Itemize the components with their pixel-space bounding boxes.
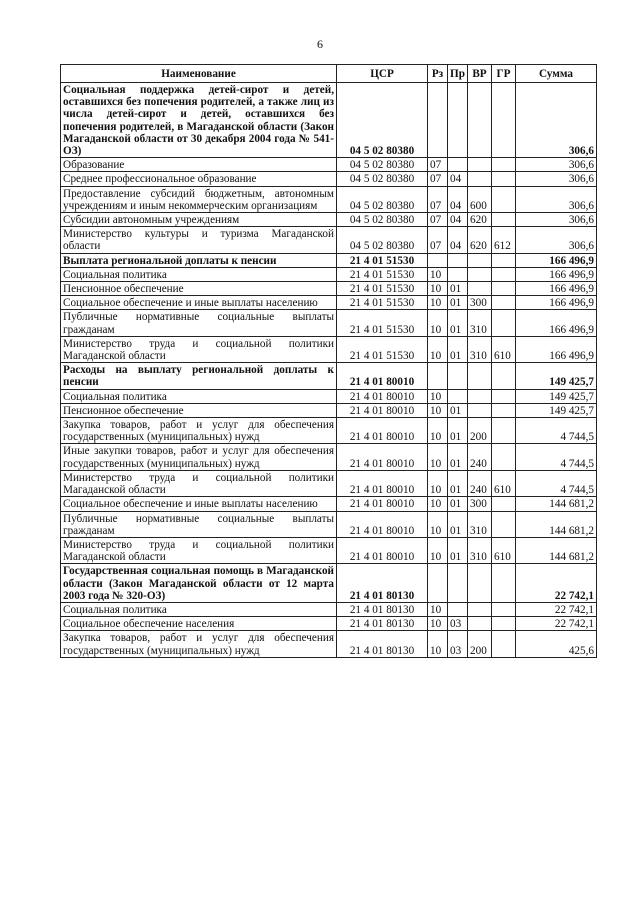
cell-pr: 01 xyxy=(448,403,468,417)
cell-sum: 144 681,2 xyxy=(516,497,597,511)
cell-name: Закупка товаров, работ и услуг для обеспечения государственных (муниципальных) нужд xyxy=(61,418,337,444)
cell-gr xyxy=(492,631,516,657)
cell-rz: 10 xyxy=(428,403,448,417)
cell-rz: 10 xyxy=(428,389,448,403)
cell-rz: 07 xyxy=(428,227,448,253)
cell-csr: 21 4 01 80010 xyxy=(337,511,428,537)
table-row xyxy=(61,617,597,631)
cell-gr xyxy=(492,363,516,389)
cell-rz: 10 xyxy=(428,336,448,362)
cell-rz: 10 xyxy=(428,470,448,496)
cell-csr: 21 4 01 51530 xyxy=(337,282,428,296)
cell-csr: 21 4 01 80010 xyxy=(337,444,428,470)
cell-sum: 149 425,7 xyxy=(516,389,597,403)
cell-csr: 04 5 02 80380 xyxy=(337,83,428,158)
cell-name: Публичные нормативные социальные выплаты гражданам xyxy=(61,511,337,537)
cell-sum: 22 742,1 xyxy=(516,564,597,603)
cell-sum: 166 496,9 xyxy=(516,267,597,281)
cell-pr: 01 xyxy=(448,310,468,336)
cell-vr: 200 xyxy=(468,631,492,657)
cell-csr: 21 4 01 51530 xyxy=(337,267,428,281)
cell-gr xyxy=(492,564,516,603)
cell-gr xyxy=(492,602,516,616)
cell-vr: 620 xyxy=(468,213,492,227)
cell-pr: 03 xyxy=(448,631,468,657)
cell-csr: 21 4 01 51530 xyxy=(337,296,428,310)
table-header-row xyxy=(61,65,597,83)
table-row xyxy=(61,267,597,281)
table-row xyxy=(61,186,597,212)
cell-pr xyxy=(448,267,468,281)
cell-rz: 10 xyxy=(428,497,448,511)
cell-vr xyxy=(468,564,492,603)
column-header-gr: ГР xyxy=(492,65,516,83)
cell-rz: 10 xyxy=(428,444,448,470)
cell-name: Образование xyxy=(61,158,337,172)
cell-rz xyxy=(428,253,448,267)
cell-csr: 21 4 01 51530 xyxy=(337,253,428,267)
cell-rz: 07 xyxy=(428,158,448,172)
cell-rz: 07 xyxy=(428,186,448,212)
cell-name: Социальная политика xyxy=(61,267,337,281)
cell-gr xyxy=(492,213,516,227)
cell-name: Социальная политика xyxy=(61,389,337,403)
cell-pr: 01 xyxy=(448,418,468,444)
cell-name: Предоставление субсидий бюджетным, автономным учреждениям и иным некоммерческим организациям xyxy=(61,186,337,212)
cell-vr: 310 xyxy=(468,511,492,537)
column-header-csr: ЦСР xyxy=(337,65,428,83)
cell-sum: 166 496,9 xyxy=(516,282,597,296)
cell-sum: 149 425,7 xyxy=(516,403,597,417)
cell-csr: 21 4 01 80010 xyxy=(337,389,428,403)
cell-rz: 10 xyxy=(428,631,448,657)
table-row xyxy=(61,227,597,253)
cell-name: Министерство труда и социальной политики Магаданской области xyxy=(61,537,337,563)
cell-pr: 01 xyxy=(448,511,468,537)
table-row xyxy=(61,253,597,267)
cell-pr xyxy=(448,363,468,389)
cell-vr xyxy=(468,602,492,616)
cell-sum: 144 681,2 xyxy=(516,537,597,563)
table-body xyxy=(61,83,597,658)
table-row xyxy=(61,631,597,657)
cell-name: Пенсионное обеспечение xyxy=(61,403,337,417)
table-row xyxy=(61,537,597,563)
cell-gr xyxy=(492,444,516,470)
cell-pr xyxy=(448,564,468,603)
cell-sum: 306,6 xyxy=(516,172,597,186)
cell-gr xyxy=(492,253,516,267)
cell-name: Иные закупки товаров, работ и услуг для обеспечения государственных (муниципальных) нужд xyxy=(61,444,337,470)
cell-pr: 04 xyxy=(448,213,468,227)
cell-vr xyxy=(468,282,492,296)
cell-pr: 01 xyxy=(448,296,468,310)
cell-pr: 01 xyxy=(448,537,468,563)
cell-csr: 04 5 02 80380 xyxy=(337,158,428,172)
cell-csr: 21 4 01 51530 xyxy=(337,310,428,336)
cell-csr: 04 5 02 80380 xyxy=(337,172,428,186)
cell-sum: 306,6 xyxy=(516,186,597,212)
cell-rz: 10 xyxy=(428,282,448,296)
cell-pr: 04 xyxy=(448,186,468,212)
cell-vr xyxy=(468,83,492,158)
cell-sum: 306,6 xyxy=(516,158,597,172)
cell-rz: 10 xyxy=(428,296,448,310)
cell-name: Социальная политика xyxy=(61,602,337,616)
cell-gr xyxy=(492,418,516,444)
cell-pr: 01 xyxy=(448,282,468,296)
table-row xyxy=(61,418,597,444)
cell-vr: 310 xyxy=(468,310,492,336)
cell-sum: 149 425,7 xyxy=(516,363,597,389)
cell-name: Социальная поддержка детей-сирот и детей, оставшихся без попечения родителей, а также лиц из числа детей-сирот и детей, оставшихся без попечения родителей, в Магаданской области (Закон Магаданской области от 30 декабря 2004 года № 541-ОЗ) xyxy=(61,83,337,158)
table-row xyxy=(61,172,597,186)
table-row xyxy=(61,282,597,296)
cell-rz: 07 xyxy=(428,213,448,227)
cell-csr: 21 4 01 80130 xyxy=(337,602,428,616)
cell-pr: 01 xyxy=(448,444,468,470)
cell-vr: 310 xyxy=(468,336,492,362)
cell-vr xyxy=(468,172,492,186)
cell-rz: 10 xyxy=(428,267,448,281)
cell-name: Закупка товаров, работ и услуг для обеспечения государственных (муниципальных) нужд xyxy=(61,631,337,657)
cell-gr: 610 xyxy=(492,537,516,563)
cell-csr: 04 5 02 80380 xyxy=(337,213,428,227)
cell-rz: 10 xyxy=(428,537,448,563)
table-row xyxy=(61,336,597,362)
cell-pr xyxy=(448,83,468,158)
cell-sum: 425,6 xyxy=(516,631,597,657)
budget-table xyxy=(60,64,597,658)
table-row xyxy=(61,83,597,158)
cell-vr xyxy=(468,403,492,417)
cell-pr: 01 xyxy=(448,470,468,496)
cell-name: Выплата региональной доплаты к пенсии xyxy=(61,253,337,267)
table-row xyxy=(61,602,597,616)
cell-vr xyxy=(468,363,492,389)
cell-sum: 22 742,1 xyxy=(516,602,597,616)
table-row xyxy=(61,444,597,470)
cell-name: Министерство труда и социальной политики Магаданской области xyxy=(61,336,337,362)
cell-vr: 600 xyxy=(468,186,492,212)
cell-pr: 03 xyxy=(448,617,468,631)
table-row xyxy=(61,564,597,603)
cell-csr: 21 4 01 51530 xyxy=(337,336,428,362)
cell-rz xyxy=(428,564,448,603)
cell-vr xyxy=(468,389,492,403)
cell-pr xyxy=(448,253,468,267)
cell-name: Публичные нормативные социальные выплаты гражданам xyxy=(61,310,337,336)
cell-csr: 21 4 01 80130 xyxy=(337,564,428,603)
cell-name: Социальное обеспечение и иные выплаты населению xyxy=(61,497,337,511)
table-row xyxy=(61,389,597,403)
table-row xyxy=(61,213,597,227)
cell-sum: 4 744,5 xyxy=(516,470,597,496)
table-row xyxy=(61,158,597,172)
cell-name: Министерство труда и социальной политики Магаданской области xyxy=(61,470,337,496)
cell-vr: 310 xyxy=(468,537,492,563)
cell-gr xyxy=(492,282,516,296)
cell-gr xyxy=(492,310,516,336)
cell-sum: 306,6 xyxy=(516,83,597,158)
cell-csr: 21 4 01 80010 xyxy=(337,403,428,417)
cell-rz: 10 xyxy=(428,418,448,444)
cell-rz: 10 xyxy=(428,602,448,616)
cell-vr xyxy=(468,253,492,267)
cell-pr: 01 xyxy=(448,497,468,511)
cell-vr: 300 xyxy=(468,497,492,511)
table-row xyxy=(61,511,597,537)
table-row xyxy=(61,470,597,496)
cell-csr: 21 4 01 80010 xyxy=(337,418,428,444)
cell-gr xyxy=(492,158,516,172)
column-header-name: Наименование xyxy=(61,65,337,83)
cell-pr: 01 xyxy=(448,336,468,362)
cell-sum: 22 742,1 xyxy=(516,617,597,631)
cell-sum: 306,6 xyxy=(516,213,597,227)
cell-name: Среднее профессиональное образование xyxy=(61,172,337,186)
column-header-rz: Рз xyxy=(428,65,448,83)
column-header-vr: ВР xyxy=(468,65,492,83)
cell-gr xyxy=(492,83,516,158)
cell-gr xyxy=(492,389,516,403)
cell-csr: 04 5 02 80380 xyxy=(337,227,428,253)
cell-gr xyxy=(492,497,516,511)
cell-gr: 610 xyxy=(492,470,516,496)
column-header-sum: Сумма xyxy=(516,65,597,83)
table-row xyxy=(61,310,597,336)
cell-sum: 4 744,5 xyxy=(516,444,597,470)
cell-csr: 21 4 01 80010 xyxy=(337,497,428,511)
cell-rz: 10 xyxy=(428,310,448,336)
cell-gr xyxy=(492,511,516,537)
cell-pr xyxy=(448,602,468,616)
cell-name: Пенсионное обеспечение xyxy=(61,282,337,296)
cell-sum: 306,6 xyxy=(516,227,597,253)
page-number: 6 xyxy=(317,37,323,51)
cell-rz: 07 xyxy=(428,172,448,186)
column-header-pr: Пр xyxy=(448,65,468,83)
cell-csr: 21 4 01 80010 xyxy=(337,363,428,389)
cell-vr xyxy=(468,158,492,172)
cell-sum: 4 744,5 xyxy=(516,418,597,444)
cell-vr: 300 xyxy=(468,296,492,310)
cell-name: Социальное обеспечение и иные выплаты населению xyxy=(61,296,337,310)
cell-sum: 166 496,9 xyxy=(516,310,597,336)
cell-gr xyxy=(492,267,516,281)
table-row xyxy=(61,363,597,389)
cell-csr: 21 4 01 80010 xyxy=(337,470,428,496)
cell-gr xyxy=(492,186,516,212)
cell-vr: 240 xyxy=(468,444,492,470)
cell-name: Социальное обеспечение населения xyxy=(61,617,337,631)
table-row xyxy=(61,296,597,310)
cell-gr xyxy=(492,172,516,186)
cell-csr: 21 4 01 80130 xyxy=(337,617,428,631)
cell-vr: 620 xyxy=(468,227,492,253)
cell-gr xyxy=(492,617,516,631)
cell-sum: 166 496,9 xyxy=(516,336,597,362)
cell-name: Государственная социальная помощь в Магаданской области (Закон Магаданской области от 12 марта 2003 года № 320-ОЗ) xyxy=(61,564,337,603)
cell-pr xyxy=(448,389,468,403)
cell-name: Субсидии автономным учреждениям xyxy=(61,213,337,227)
cell-sum: 166 496,9 xyxy=(516,253,597,267)
cell-name: Министерство культуры и туризма Магаданской области xyxy=(61,227,337,253)
cell-gr: 612 xyxy=(492,227,516,253)
cell-gr xyxy=(492,296,516,310)
cell-gr xyxy=(492,403,516,417)
cell-vr: 240 xyxy=(468,470,492,496)
cell-sum: 166 496,9 xyxy=(516,296,597,310)
cell-vr xyxy=(468,617,492,631)
cell-pr: 04 xyxy=(448,172,468,186)
cell-name: Расходы на выплату региональной доплаты к пенсии xyxy=(61,363,337,389)
cell-csr: 21 4 01 80010 xyxy=(337,537,428,563)
cell-rz xyxy=(428,83,448,158)
cell-rz xyxy=(428,363,448,389)
cell-pr: 04 xyxy=(448,227,468,253)
cell-rz: 10 xyxy=(428,617,448,631)
cell-rz: 10 xyxy=(428,511,448,537)
cell-sum: 144 681,2 xyxy=(516,511,597,537)
cell-vr xyxy=(468,267,492,281)
cell-gr: 610 xyxy=(492,336,516,362)
cell-pr xyxy=(448,158,468,172)
cell-csr: 04 5 02 80380 xyxy=(337,186,428,212)
cell-csr: 21 4 01 80130 xyxy=(337,631,428,657)
table-row xyxy=(61,497,597,511)
table-row xyxy=(61,403,597,417)
cell-vr: 200 xyxy=(468,418,492,444)
